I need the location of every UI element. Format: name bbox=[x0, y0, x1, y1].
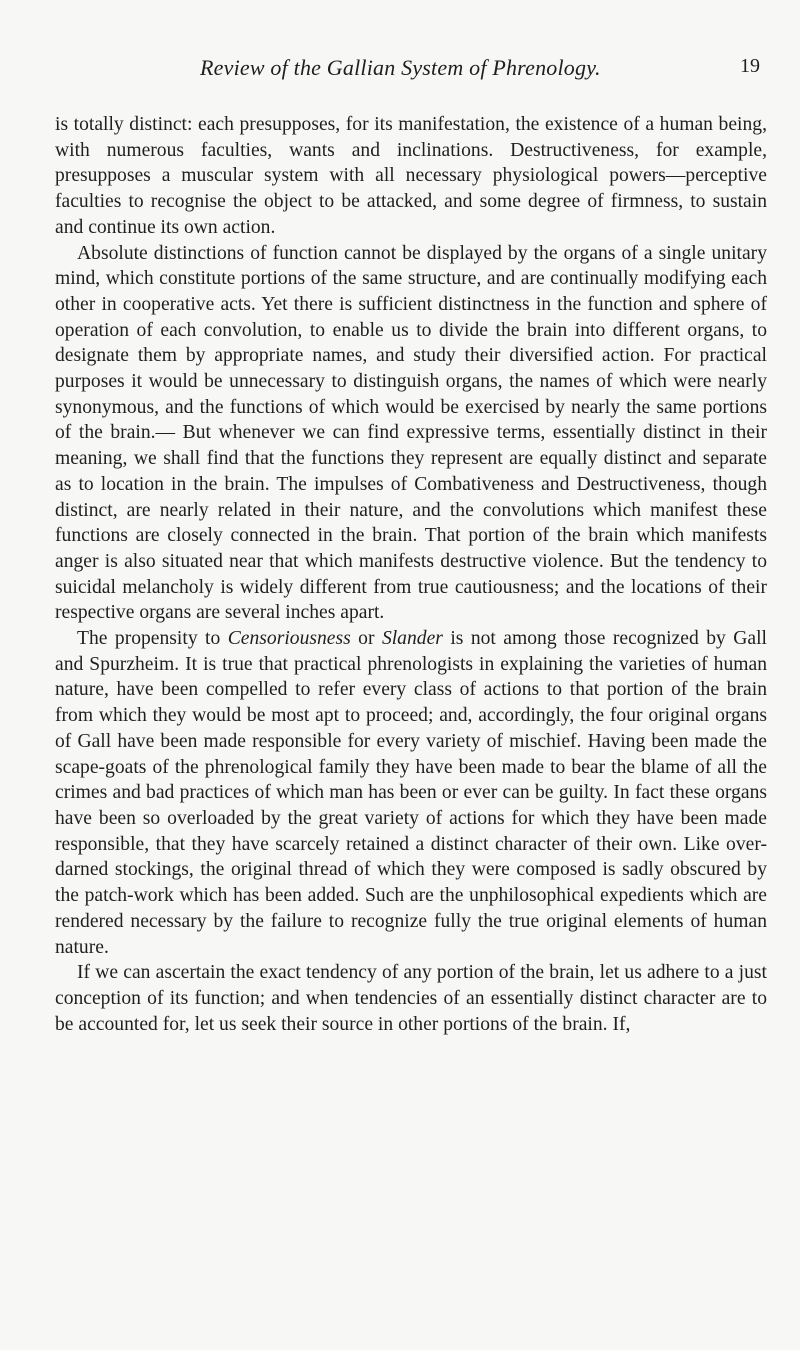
paragraph-4: If we can ascertain the exact tendency of any portion of the brain, let us adhere to a just conception of its function; and when tendencies of an essentially distinct character are to be accounted for, let us seek their source in other portions of the brain. If, bbox=[55, 962, 767, 1035]
paragraph-3-conjunction: or bbox=[350, 628, 382, 650]
page-number: 19 bbox=[740, 55, 760, 77]
paragraph-3-body: is not among those recognized by Gall and Spurzheim. It is true that practical phrenologists in explaining the varieties of human nature, have been compelled to refer every class of actions to that portion of the brain from which they would be most apt to proceed; and, accordingly, the four original organs of Gall have been made responsible for every variety of mischief. Having been made the scape-goats of the phrenological family they have been made to bear the blame of all the crimes and bad practices of which man has been or ever can be guilty. In fact these organs have been so overloaded by the great variety of actions for which they have been made responsible, that they have scarcely retained a distinct character of their own. Like over-darned stockings, the original thread of which they were composed is sadly obscured by the patch-work which has been added. Such are the unphilosophical expedients which are rendered necessary by the failure to recognize fully the true original elements of human nature. bbox=[55, 628, 767, 958]
term-censoriousness: Censoriousness bbox=[227, 628, 351, 650]
body-text bbox=[55, 112, 767, 1037]
term-slander: Slander bbox=[381, 628, 443, 650]
running-head bbox=[200, 55, 760, 91]
paragraph-3 bbox=[55, 626, 767, 960]
running-title: Review of the Gallian System of Phrenology. bbox=[200, 55, 601, 80]
paragraph-3-lead: The propensity to bbox=[77, 628, 228, 650]
paragraph-1: is totally distinct: each presupposes, for its manifestation, the existence of a human being, with numerous faculties, wants and inclinations. Destructiveness, for example, presupposes a muscular system with all necessary physiological powers—perceptive faculties to recognise the object to be attacked, and some degree of firmness, to sustain and continue its own action. bbox=[55, 114, 767, 238]
paragraph-2: Absolute distinctions of function cannot be displayed by the organs of a single unitary mind, which constitute portions of the same structure, and are continually modifying each other in cooperative acts. Yet there is sufficient distinctness in the function and sphere of operation of each convolution, to enable us to divide the brain into different organs, to designate them by appropriate names, and study their diversified action. For practical purposes it would be unnecessary to distinguish organs, the names of which were nearly synonymous, and the functions of which would be exercised by nearly the same portions of the brain.— But whenever we can find expressive terms, essentially distinct in their meaning, we shall find that the functions they represent are equally distinct and separate as to location in the brain. The impulses of Combativeness and Destructiveness, though distinct, are nearly related in their nature, and the convolutions which manifest these functions are closely connected in the brain. That portion of the brain which manifests anger is also situated near that which manifests destructive violence. But the tendency to suicidal melancholy is widely different from true cautiousness; and the locations of their respective organs are several inches apart. bbox=[55, 242, 767, 624]
